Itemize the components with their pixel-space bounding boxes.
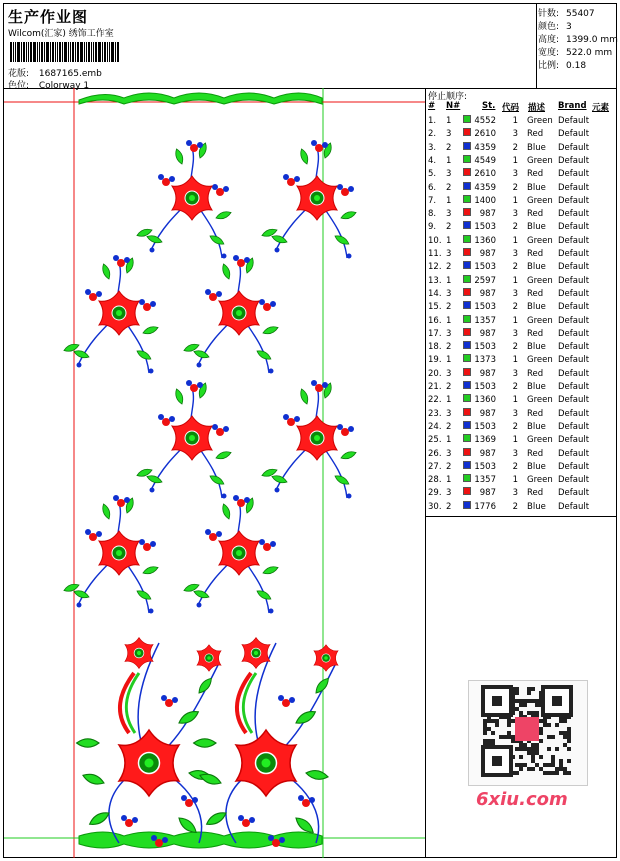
color-swatch xyxy=(463,368,471,376)
color-swatch xyxy=(463,235,471,243)
row-brand: Default xyxy=(558,328,590,339)
sequence-header xyxy=(426,101,617,113)
row-stitches: 1357 xyxy=(474,475,496,486)
stat-value: 0.18 xyxy=(566,61,587,71)
row-index: 19. xyxy=(428,355,442,366)
row-index: 13. xyxy=(428,275,442,286)
sequence-row xyxy=(426,434,617,447)
row-needle: 3 xyxy=(446,448,452,459)
row-desc: Green xyxy=(527,435,553,446)
row-desc: Red xyxy=(527,288,544,299)
row-stitches: 2610 xyxy=(474,129,496,140)
row-brand: Default xyxy=(558,501,590,512)
row-needle: 1 xyxy=(446,475,452,486)
row-code: 3 xyxy=(512,488,518,499)
row-brand: Default xyxy=(558,275,590,286)
stat-row xyxy=(538,19,572,32)
row-desc: Green xyxy=(527,355,553,366)
row-code: 2 xyxy=(512,342,518,353)
sequence-row xyxy=(426,208,617,221)
sequence-row xyxy=(426,142,617,155)
row-needle: 1 xyxy=(446,235,452,246)
stat-row xyxy=(538,6,595,19)
stats-panel xyxy=(536,4,616,89)
row-needle: 2 xyxy=(446,461,452,472)
sequence-row xyxy=(426,328,617,341)
row-index: 16. xyxy=(428,315,442,326)
row-brand: Default xyxy=(558,129,590,140)
row-code: 1 xyxy=(512,195,518,206)
row-code: 1 xyxy=(512,315,518,326)
row-code: 2 xyxy=(512,421,518,432)
row-desc: Blue xyxy=(527,501,546,512)
row-code: 3 xyxy=(512,448,518,459)
row-code: 2 xyxy=(512,302,518,313)
row-stitches: 1373 xyxy=(474,355,496,366)
row-code: 3 xyxy=(512,288,518,299)
row-index: 23. xyxy=(428,408,442,419)
row-needle: 1 xyxy=(446,355,452,366)
sequence-row xyxy=(426,341,617,354)
row-stitches: 1503 xyxy=(474,461,496,472)
row-index: 1. xyxy=(428,116,437,126)
row-stitches: 987 xyxy=(479,209,496,220)
row-brand: Default xyxy=(558,408,590,419)
row-brand: Default xyxy=(558,302,590,313)
row-code: 3 xyxy=(512,408,518,419)
sequence-row xyxy=(426,168,617,181)
sequence-row xyxy=(426,501,617,514)
row-index: 2. xyxy=(428,129,437,140)
qr-code-icon xyxy=(468,680,588,786)
row-index: 24. xyxy=(428,421,442,432)
row-stitches: 1369 xyxy=(474,435,496,446)
row-needle: 3 xyxy=(446,408,452,419)
row-desc: Green xyxy=(527,155,553,166)
header-panel xyxy=(4,4,537,89)
row-needle: 2 xyxy=(446,302,452,313)
row-code: 1 xyxy=(512,435,518,446)
col-stitches: St. xyxy=(482,101,496,111)
color-swatch xyxy=(463,115,471,123)
row-needle: 3 xyxy=(446,249,452,259)
row-code: 1 xyxy=(512,475,518,486)
row-desc: Green xyxy=(527,315,553,326)
row-stitches: 1503 xyxy=(474,382,496,392)
col-desc: 描述 xyxy=(528,103,546,113)
row-stitches: 2597 xyxy=(474,275,496,286)
sequence-row xyxy=(426,235,617,248)
row-index: 8. xyxy=(428,209,437,220)
row-brand: Default xyxy=(558,142,590,153)
col-code: 代码 xyxy=(502,103,520,113)
row-stitches: 987 xyxy=(479,249,496,259)
row-stitches: 4359 xyxy=(474,182,496,193)
row-brand: Default xyxy=(558,395,590,406)
sequence-row xyxy=(426,448,617,461)
color-swatch xyxy=(463,315,471,323)
row-needle: 1 xyxy=(446,116,452,126)
row-brand: Default xyxy=(558,475,590,486)
qr-code-graphic xyxy=(469,681,587,785)
color-swatch xyxy=(463,208,471,216)
row-index: 10. xyxy=(428,235,442,246)
row-brand: Default xyxy=(558,235,590,246)
row-index: 7. xyxy=(428,195,437,206)
sequence-row xyxy=(426,368,617,381)
row-desc: Blue xyxy=(527,182,546,193)
row-brand: Default xyxy=(558,435,590,446)
row-code: 2 xyxy=(512,142,518,153)
row-needle: 3 xyxy=(446,209,452,220)
row-code: 2 xyxy=(512,501,518,512)
row-stitches: 1503 xyxy=(474,421,496,432)
sequence-row xyxy=(426,275,617,288)
sequence-row xyxy=(426,182,617,195)
color-swatch xyxy=(463,421,471,429)
row-desc: Blue xyxy=(527,461,546,472)
stat-row xyxy=(538,58,586,71)
sequence-row xyxy=(426,261,617,274)
row-stitches: 1776 xyxy=(474,501,496,512)
row-code: 2 xyxy=(512,382,518,392)
row-desc: Red xyxy=(527,408,544,419)
row-code: 2 xyxy=(512,262,518,273)
page-title: 生产作业图 xyxy=(8,8,89,26)
row-index: 17. xyxy=(428,328,442,339)
row-code: 3 xyxy=(512,249,518,259)
row-brand: Default xyxy=(558,262,590,273)
row-desc: Green xyxy=(527,395,553,406)
row-desc: Blue xyxy=(527,421,546,432)
row-brand: Default xyxy=(558,155,590,166)
sequence-row xyxy=(426,474,617,487)
row-index: 22. xyxy=(428,395,442,406)
row-stitches: 2610 xyxy=(474,169,496,180)
color-swatch xyxy=(463,341,471,349)
row-brand: Default xyxy=(558,342,590,353)
row-needle: 1 xyxy=(446,195,452,206)
row-stitches: 1400 xyxy=(474,195,496,206)
row-stitches: 987 xyxy=(479,448,496,459)
design-value: 1687165.emb xyxy=(38,69,102,79)
row-index: 14. xyxy=(428,288,442,299)
color-swatch xyxy=(463,142,471,150)
row-stitches: 1360 xyxy=(474,395,496,406)
sequence-row xyxy=(426,408,617,421)
row-index: 20. xyxy=(428,368,442,379)
row-code: 2 xyxy=(512,182,518,193)
row-desc: Red xyxy=(527,368,544,379)
design-canvas xyxy=(4,88,426,858)
color-swatch xyxy=(463,461,471,469)
row-code: 1 xyxy=(512,116,518,126)
row-code: 1 xyxy=(512,155,518,166)
row-index: 5. xyxy=(428,169,437,180)
embroidery-preview xyxy=(4,88,425,858)
stop-sequence-panel xyxy=(426,88,617,517)
color-swatch xyxy=(463,168,471,176)
row-desc: Blue xyxy=(527,382,546,392)
row-index: 11. xyxy=(428,249,442,259)
row-stitches: 4549 xyxy=(474,155,496,166)
row-code: 2 xyxy=(512,461,518,472)
row-code: 3 xyxy=(512,129,518,140)
color-swatch xyxy=(463,155,471,163)
sequence-title: 停止顺序: xyxy=(428,92,468,102)
row-brand: Default xyxy=(558,382,590,392)
color-swatch xyxy=(463,195,471,203)
row-index: 29. xyxy=(428,488,442,499)
row-code: 1 xyxy=(512,395,518,406)
stat-value: 522.0 mm xyxy=(566,48,613,58)
row-brand: Default xyxy=(558,249,590,259)
row-needle: 3 xyxy=(446,328,452,339)
stat-value: 55407 xyxy=(566,9,595,19)
color-swatch xyxy=(463,487,471,495)
stat-label: 宽度: xyxy=(538,48,560,58)
row-desc: Red xyxy=(527,249,544,259)
row-index: 25. xyxy=(428,435,442,446)
row-desc: Green xyxy=(527,116,553,126)
row-stitches: 1357 xyxy=(474,315,496,326)
row-index: 26. xyxy=(428,448,442,459)
color-swatch xyxy=(463,261,471,269)
row-needle: 2 xyxy=(446,382,452,392)
sequence-row xyxy=(426,301,617,314)
sequence-row xyxy=(426,421,617,434)
color-swatch xyxy=(463,474,471,482)
row-brand: Default xyxy=(558,315,590,326)
color-swatch xyxy=(463,434,471,442)
row-needle: 1 xyxy=(446,155,452,166)
row-desc: Green xyxy=(527,475,553,486)
row-index: 9. xyxy=(428,222,437,233)
row-brand: Default xyxy=(558,195,590,206)
row-needle: 2 xyxy=(446,142,452,153)
row-brand: Default xyxy=(558,355,590,366)
row-needle: 2 xyxy=(446,421,452,432)
stat-label: 比例: xyxy=(538,61,560,71)
row-brand: Default xyxy=(558,488,590,499)
row-code: 3 xyxy=(512,328,518,339)
row-index: 3. xyxy=(428,142,437,153)
row-brand: Default xyxy=(558,222,590,233)
colorway-label: 色位: xyxy=(8,81,30,91)
row-desc: Blue xyxy=(527,142,546,153)
row-desc: Green xyxy=(527,195,553,206)
row-needle: 1 xyxy=(446,275,452,286)
stat-value: 3 xyxy=(566,22,572,32)
row-stitches: 1503 xyxy=(474,302,496,313)
row-brand: Default xyxy=(558,421,590,432)
row-brand: Default xyxy=(558,368,590,379)
row-index: 12. xyxy=(428,262,442,273)
row-needle: 1 xyxy=(446,395,452,406)
sequence-row xyxy=(426,221,617,234)
row-index: 21. xyxy=(428,382,442,392)
sequence-row xyxy=(426,487,617,500)
sequence-row xyxy=(426,195,617,208)
row-brand: Default xyxy=(558,288,590,299)
stat-value: 1399.0 mm xyxy=(566,35,618,45)
sequence-row xyxy=(426,248,617,261)
row-needle: 3 xyxy=(446,169,452,180)
colorway-value: Colorway 1 xyxy=(38,81,90,91)
row-desc: Blue xyxy=(527,262,546,273)
row-code: 1 xyxy=(512,235,518,246)
row-index: 6. xyxy=(428,182,437,193)
color-swatch xyxy=(463,328,471,336)
watermark: 6xiu.com xyxy=(476,789,568,810)
row-needle: 2 xyxy=(446,222,452,233)
row-desc: Blue xyxy=(527,222,546,233)
design-label: 花版: xyxy=(8,69,30,79)
row-stitches: 987 xyxy=(479,488,496,499)
barcode-icon xyxy=(10,42,130,62)
row-needle: 2 xyxy=(446,262,452,273)
row-stitches: 987 xyxy=(479,328,496,339)
col-element: 元素 xyxy=(592,103,610,113)
row-needle: 1 xyxy=(446,435,452,446)
row-desc: Red xyxy=(527,448,544,459)
row-desc: Red xyxy=(527,209,544,220)
color-swatch xyxy=(463,288,471,296)
stat-label: 颜色: xyxy=(538,22,560,32)
row-desc: Red xyxy=(527,488,544,499)
row-needle: 2 xyxy=(446,501,452,512)
row-stitches: 1503 xyxy=(474,222,496,233)
col-index: # xyxy=(428,101,436,111)
col-brand: Brand xyxy=(558,101,587,111)
row-index: 15. xyxy=(428,302,442,313)
row-index: 30. xyxy=(428,501,442,512)
row-stitches: 987 xyxy=(479,288,496,299)
row-needle: 3 xyxy=(446,288,452,299)
color-swatch xyxy=(463,248,471,256)
row-desc: Green xyxy=(527,275,553,286)
color-swatch xyxy=(463,394,471,402)
row-needle: 3 xyxy=(446,129,452,140)
sequence-row xyxy=(426,381,617,394)
row-code: 3 xyxy=(512,368,518,379)
color-swatch xyxy=(463,221,471,229)
row-needle: 2 xyxy=(446,182,452,193)
sequence-row xyxy=(426,115,617,128)
row-code: 1 xyxy=(512,355,518,366)
row-code: 1 xyxy=(512,275,518,286)
col-needle: N# xyxy=(446,101,461,111)
row-brand: Default xyxy=(558,448,590,459)
row-stitches: 1503 xyxy=(474,262,496,273)
stat-label: 高度: xyxy=(538,35,560,45)
row-code: 3 xyxy=(512,209,518,220)
row-needle: 3 xyxy=(446,368,452,379)
sequence-row xyxy=(426,315,617,328)
stat-label: 针数: xyxy=(538,9,560,19)
color-swatch xyxy=(463,501,471,509)
row-desc: Blue xyxy=(527,342,546,353)
studio-name: Wilcom(汇家) 绣饰工作室 xyxy=(8,29,114,39)
row-stitches: 1360 xyxy=(474,235,496,246)
row-brand: Default xyxy=(558,169,590,180)
row-needle: 3 xyxy=(446,488,452,499)
row-index: 4. xyxy=(428,155,437,166)
stat-row xyxy=(538,32,618,45)
row-brand: Default xyxy=(558,116,590,126)
row-stitches: 4552 xyxy=(474,116,496,126)
stat-row xyxy=(538,45,612,58)
color-swatch xyxy=(463,448,471,456)
row-needle: 2 xyxy=(446,342,452,353)
color-swatch xyxy=(463,354,471,362)
sequence-row xyxy=(426,288,617,301)
row-stitches: 987 xyxy=(479,408,496,419)
row-stitches: 987 xyxy=(479,368,496,379)
row-stitches: 4359 xyxy=(474,142,496,153)
row-desc: Blue xyxy=(527,302,546,313)
row-brand: Default xyxy=(558,209,590,220)
row-code: 3 xyxy=(512,169,518,180)
sequence-row xyxy=(426,155,617,168)
row-code: 2 xyxy=(512,222,518,233)
row-desc: Red xyxy=(527,129,544,140)
row-brand: Default xyxy=(558,461,590,472)
color-swatch xyxy=(463,408,471,416)
row-desc: Red xyxy=(527,169,544,180)
row-desc: Green xyxy=(527,235,553,246)
color-swatch xyxy=(463,381,471,389)
sequence-row xyxy=(426,128,617,141)
row-brand: Default xyxy=(558,182,590,193)
row-index: 28. xyxy=(428,475,442,486)
color-swatch xyxy=(463,275,471,283)
sequence-row xyxy=(426,394,617,407)
row-index: 18. xyxy=(428,342,442,353)
row-desc: Red xyxy=(527,328,544,339)
row-index: 27. xyxy=(428,461,442,472)
row-needle: 1 xyxy=(446,315,452,326)
sequence-row xyxy=(426,461,617,474)
color-swatch xyxy=(463,301,471,309)
row-stitches: 1503 xyxy=(474,342,496,353)
color-swatch xyxy=(463,182,471,190)
color-swatch xyxy=(463,128,471,136)
sequence-row xyxy=(426,354,617,367)
